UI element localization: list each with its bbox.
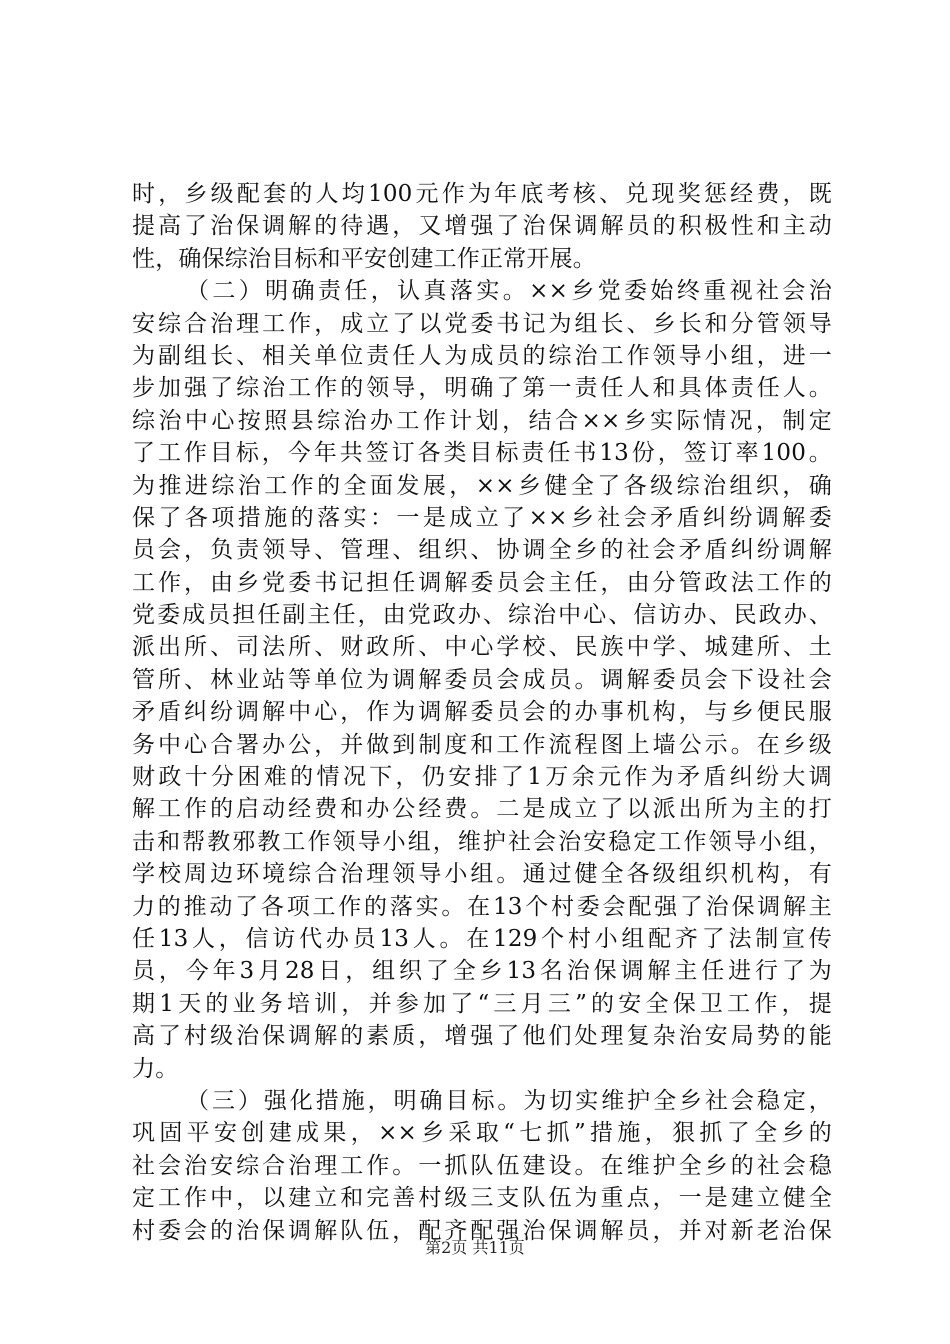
text-line: 村委会的治保调解队伍，配齐配强治保调解员，并对新老治保 <box>132 1217 832 1244</box>
text-line: 派出所、司法所、财政所、中心学校、民族中学、城建所、土 <box>132 634 832 661</box>
text-line: 性，确保综治目标和平安创建工作正常开展。 <box>132 245 596 272</box>
text-line: 巩固平安创建成果，××乡采取“七抓”措施，狠抓了全乡的 <box>132 1120 832 1147</box>
page-footer: 第2页 共11页 <box>425 1238 525 1257</box>
text-line: 时，乡级配套的人均100元作为年底考核、兑现奖惩经费，既 <box>132 181 832 207</box>
text-line: 社会治安综合治理工作。一抓队伍建设。在维护全乡的社会稳 <box>132 1152 832 1179</box>
text-line: 任13人，信访代办员13人。在129个村小组配齐了法制宣传 <box>132 925 832 952</box>
text-line: 为副组长、相关单位责任人为成员的综治工作领导小组，进一 <box>132 342 832 369</box>
text-line: 务中心合署办公，并做到制度和工作流程图上墙公示。在乡级 <box>132 731 832 758</box>
text-line: 解工作的启动经费和办公经费。二是成立了以派出所为主的打 <box>132 796 832 823</box>
text-line: 员，今年3月28日，组织了全乡13名治保调解主任进行了为 <box>132 958 832 985</box>
text-line: 综治中心按照县综治办工作计划，结合××乡实际情况，制定 <box>132 407 832 434</box>
text-line: 期1天的业务培训，并参加了“三月三”的安全保卫工作，提 <box>132 990 832 1017</box>
body-text <box>132 178 832 1247</box>
text-line: （三）强化措施，明确目标。为切实维护全乡社会稳定， <box>186 1087 832 1114</box>
text-line: 矛盾纠纷调解中心，作为调解委员会的办事机构，与乡便民服 <box>132 699 832 726</box>
text-line: 保了各项措施的落实：一是成立了××乡社会矛盾纠纷调解委 <box>132 504 832 531</box>
text-line: 定工作中，以建立和完善村级三支队伍为重点，一是建立健全 <box>132 1185 832 1212</box>
text-line: 提高了治保调解的待遇，又增强了治保调解员的积极性和主动 <box>132 213 832 240</box>
text-line: 党委成员担任副主任，由党政办、综治中心、信访办、民政办、 <box>132 602 832 629</box>
text-line: 学校周边环境综合治理领导小组。通过健全各级组织机构，有 <box>132 861 832 888</box>
text-line: 步加强了综治工作的领导，明确了第一责任人和具体责任人。 <box>132 375 832 402</box>
text-line: 力的推动了各项工作的落实。在13个村委会配强了治保调解主 <box>132 893 832 920</box>
text-line: 安综合治理工作，成立了以党委书记为组长、乡长和分管领导 <box>132 310 832 337</box>
text-line: 工作，由乡党委书记担任调解委员会主任，由分管政法工作的 <box>132 569 832 596</box>
text-line: （二）明确责任，认真落实。××乡党委始终重视社会治 <box>186 278 832 305</box>
text-line: 击和帮教邪教工作领导小组，维护社会治安稳定工作领导小组， <box>132 828 832 855</box>
text-line: 员会，负责领导、管理、组织、协调全乡的社会矛盾纠纷调解 <box>132 537 832 564</box>
text-line: 力。 <box>132 1055 179 1082</box>
text-line: 财政十分困难的情况下，仍安排了1万余元作为矛盾纠纷大调 <box>132 764 832 791</box>
text-line: 管所、林业站等单位为调解委员会成员。调解委员会下设社会 <box>132 666 832 693</box>
text-line: 高了村级治保调解的素质，增强了他们处理复杂治安局势的能 <box>132 1023 832 1050</box>
text-line: 为推进综治工作的全面发展，××乡健全了各级综治组织，确 <box>132 472 832 499</box>
text-line: 了工作目标，今年共签订各类目标责任书13份，签订率100。 <box>132 440 832 467</box>
